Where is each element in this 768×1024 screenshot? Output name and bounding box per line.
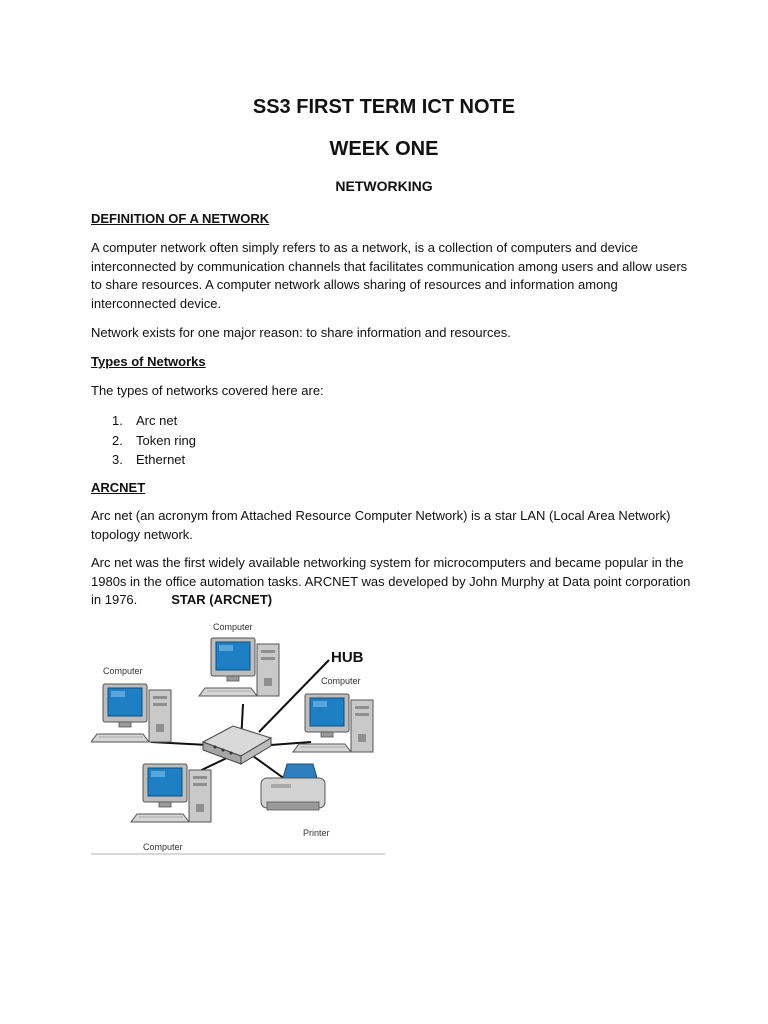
computer-label-top: Computer xyxy=(213,622,253,632)
arcnet-heading: ARCNET xyxy=(91,480,146,495)
star-arcnet-label: STAR (ARCNET) xyxy=(171,592,273,607)
arcnet-line: Arc net (an acronym from Attached Resource Computer Network) is a star LAN (Local Area Network) xyxy=(91,508,671,523)
page-title: SS3 FIRST TERM ICT NOTE xyxy=(252,96,516,118)
list-number: 1. xyxy=(112,413,123,428)
arcnet-line: in 1976. xyxy=(91,592,138,607)
star-network-diagram xyxy=(91,614,385,858)
definition-line: interconnected device. xyxy=(91,295,222,311)
computer-left xyxy=(91,684,171,742)
list-label: Arc net xyxy=(136,413,178,428)
reason-paragraph: Network exists for one major reason: to share information and resources. xyxy=(91,325,511,340)
list-label: Ethernet xyxy=(136,452,186,467)
arcnet-line: 1980s in the office automation tasks. ARCNET was developed by John Murphy at Data point corporation xyxy=(91,573,691,589)
topic-title: NETWORKING xyxy=(335,178,433,194)
arcnet-paragraph-2 xyxy=(91,554,691,610)
hub-label: HUB xyxy=(331,649,364,666)
types-heading: Types of Networks xyxy=(91,354,206,369)
definition-paragraph xyxy=(91,239,691,313)
arcnet-paragraph-1 xyxy=(91,507,691,544)
list-item xyxy=(112,431,196,451)
hub-device xyxy=(203,726,271,764)
arcnet-line: topology network. xyxy=(91,526,193,542)
definition-line: to share resources. A computer network allows sharing of resources and information among xyxy=(91,277,618,292)
list-number: 3. xyxy=(112,452,123,467)
printer-device xyxy=(261,764,325,810)
computer-bottom xyxy=(131,764,211,822)
types-intro: The types of networks covered here are: xyxy=(91,383,324,398)
list-item xyxy=(112,411,196,431)
computer-label-bottom: Computer xyxy=(143,842,183,852)
list-label: Token ring xyxy=(136,432,196,448)
definition-line: interconnected by communication channels that facilitates communication among users and allow users xyxy=(91,258,688,274)
printer-label: Printer xyxy=(303,828,330,838)
computer-label-left: Computer xyxy=(103,666,143,676)
arcnet-line: Arc net was the first widely available networking system for microcomputers and became popular in the xyxy=(91,555,684,570)
definition-line: A computer network often simply refers to as a network, is a collection of computers and device xyxy=(91,240,638,255)
week-title: WEEK ONE xyxy=(329,138,439,160)
list-number: 2. xyxy=(112,432,123,448)
list-item xyxy=(112,450,196,470)
computer-label-right: Computer xyxy=(321,676,361,686)
definition-heading: DEFINITION OF A NETWORK xyxy=(91,211,270,226)
types-list xyxy=(112,411,196,470)
computer-top xyxy=(199,638,279,696)
